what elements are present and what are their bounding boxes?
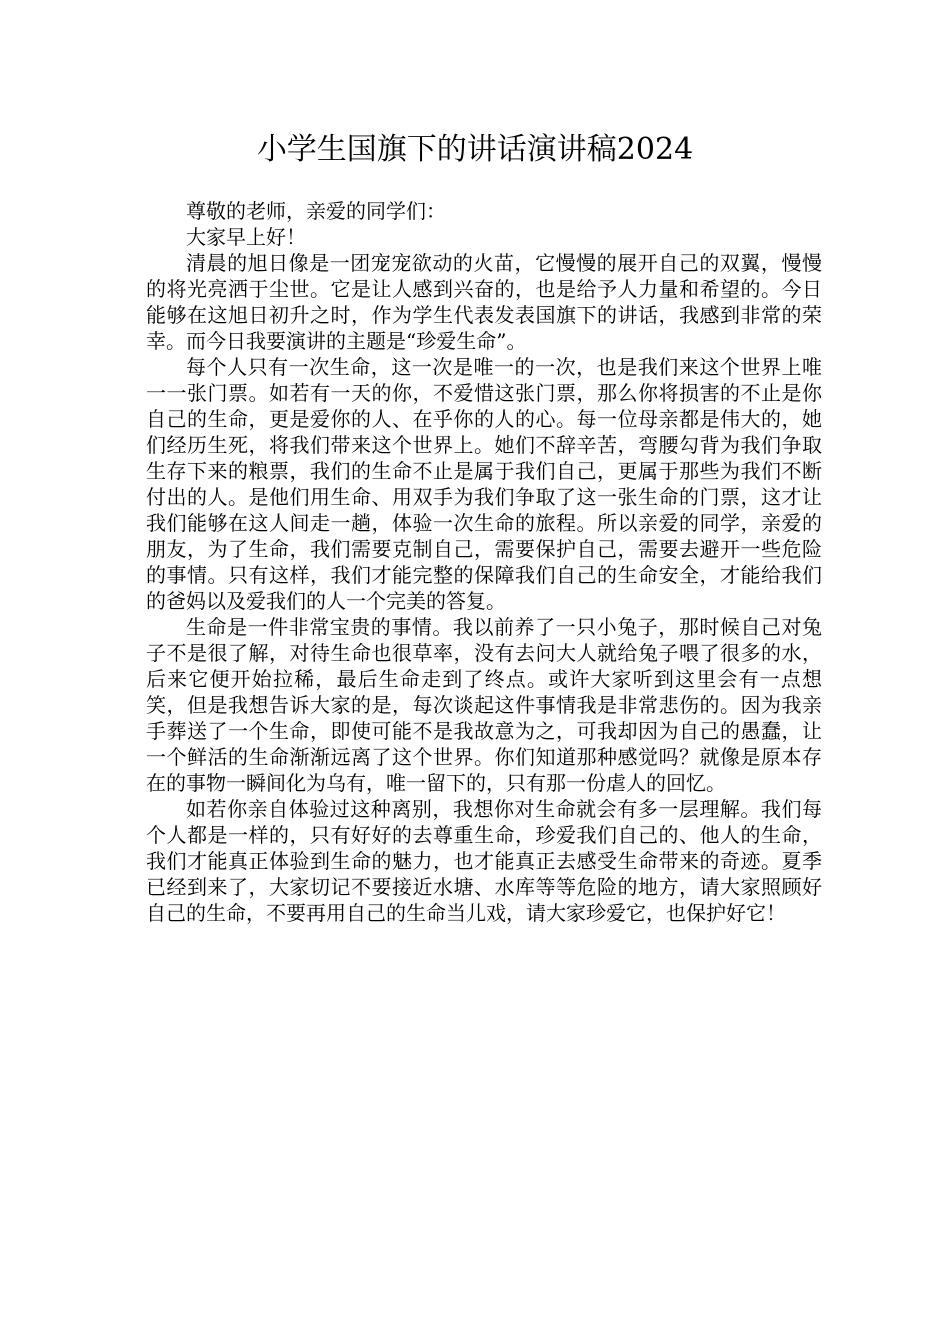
greeting-paragraph: 大家早上好！ <box>186 225 306 249</box>
body-paragraph: 生命是一件非常宝贵的事情。我以前养了一只小兔子，那时候自己对兔子不是很了解，对待生命也很草率，没有去问大人就给兔子喂了很多的水，后来它便开始拉稀，最后生命走到了终点。或许大家听到这里会有一点想笑，但是我想告诉大家的是，每次谈起这件事情我是非常悲伤的。因为我亲手葬送了一个生命，即使可能不是我故意为之，可我却因为自己的愚蠢，让一个鲜活的生命渐渐远离了这个世界。你们知道那种感觉吗？就像是原本存在的事物一瞬间化为乌有，唯一留下的，只有那一份虐人的回忆。 <box>146 615 822 795</box>
body-paragraph: 清晨的旭日像是一团宠宠欲动的火苗，它慢慢的展开自己的双翼，慢慢的将光亮洒于尘世。它是让人感到兴奋的，也是给予人力量和希望的。今日能够在这旭日初升之时，作为学生代表发表国旗下的讲话，我感到非常的荣幸。而今日我要演讲的主题是“珍爱生命”。 <box>146 251 822 353</box>
body-paragraph: 如若你亲自体验过这种离别，我想你对生命就会有多一层理解。我们每个人都是一样的，只有好好的去尊重生命，珍爱我们自己的、他人的生命，我们才能真正体验到生命的魅力，也才能真正去感受生命带来的奇迹。夏季已经到来了，大家切记不要接近水塘、水库等等危险的地方，请大家照顾好自己的生命，不要再用自己的生命当儿戏，请大家珍爱它，也保护好它！ <box>146 797 822 925</box>
salutation-paragraph: 尊敬的老师，亲爱的同学们： <box>186 199 446 223</box>
page-title: 小学生国旗下的讲话演讲稿2024 <box>256 132 694 167</box>
speech-body <box>146 198 822 926</box>
body-paragraph: 每个人只有一次生命，这一次是唯一的一次，也是我们来这个世界上唯一一张门票。如若有一天的你，不爱惜这张门票，那么你将损害的不止是你自己的生命，更是爱你的人、在乎你的人的心。每一位母亲都是伟大的，她们经历生死，将我们带来这个世界上。她们不辞辛苦，弯腰勾背为我们争取生存下来的粮票，我们的生命不止是属于我们自己，更属于那些为我们不断付出的人。是他们用生命、用双手为我们争取了这一张生命的门票，这才让我们能够在这人间走一趟，体验一次生命的旅程。所以亲爱的同学，亲爱的朋友，为了生命，我们需要克制自己，需要保护自己，需要去避开一些危险的事情。只有这样，我们才能完整的保障我们自己的生命安全，才能给我们的爸妈以及爱我们的人一个完美的答复。 <box>146 355 822 613</box>
